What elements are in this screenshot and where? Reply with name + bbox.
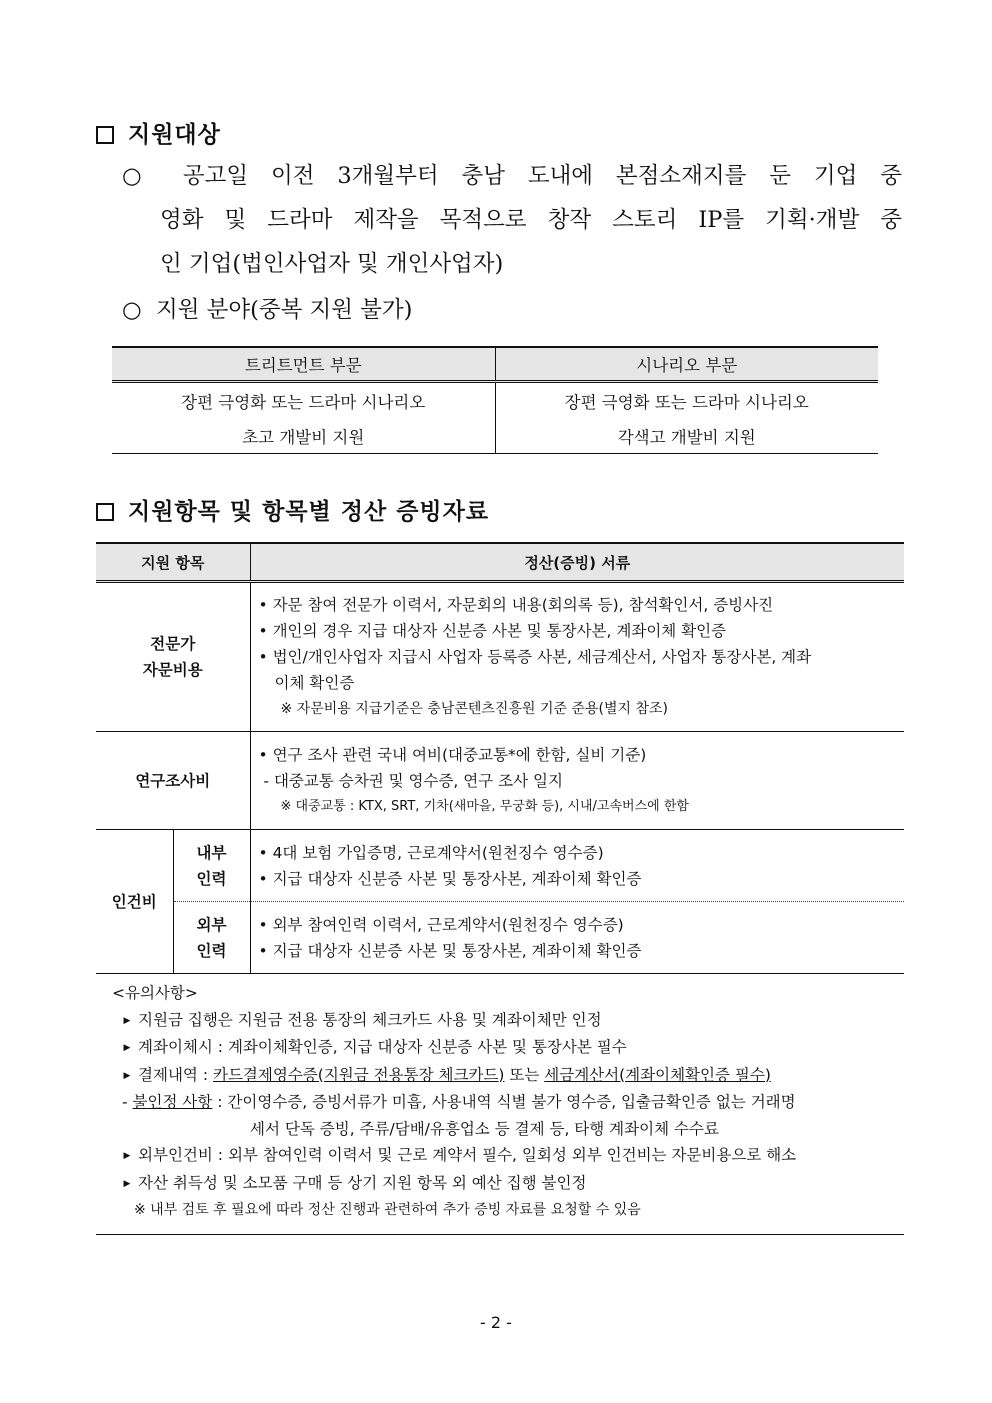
paragraph-word: 도내에 — [527, 163, 594, 189]
table-cell: 장편 극영화 또는 드라마 시나리오 — [112, 382, 495, 419]
table-cell: 각색고 개발비 지원 — [495, 418, 878, 454]
triangle-bullet-icon: ▶ — [123, 1178, 131, 1189]
table-cell: 장편 극영화 또는 드라마 시나리오 — [564, 392, 809, 412]
settlement-evidence-table — [96, 542, 904, 974]
external-personnel-docs — [250, 902, 904, 974]
list-item: • 법인/개인사업자 지급시 사업자 등록증 사본, 세금계산서, 사업자 통장사본, 계좌 — [258, 648, 812, 666]
label-research-fee: 연구조사비 — [96, 732, 250, 830]
paragraph-word: 및 — [224, 207, 247, 233]
table-header-row — [112, 347, 878, 382]
note-text: ※ 대중교통 : KTX, SRT, 기차(새마을, 무궁화 등), 시내/고속버스에 한함 — [280, 798, 689, 814]
circle-bullet-icon: ○ — [122, 297, 142, 323]
list-item: - 대중교통 승차권 및 영수증, 연구 조사 일지 — [258, 771, 563, 790]
section-title-support-items: 지원항목 및 항목별 정산 증빙자료 — [96, 493, 489, 526]
checkbox-square-icon — [96, 126, 114, 144]
paragraph-line-1 — [122, 154, 902, 198]
paragraph-word: 스토리 — [612, 207, 678, 233]
paragraph-word: 영화 — [160, 207, 204, 233]
table-row-research — [96, 732, 904, 830]
note-text: ※ 자문비용 지급기준은 충남콘텐츠진흥원 기준 준용(별지 참조) — [280, 701, 668, 717]
list-item: • 연구 조사 관련 국내 여비(대중교통*에 한함, 실비 기준) — [258, 745, 647, 764]
paragraph-line-2 — [122, 198, 902, 242]
checkbox-square-icon — [96, 503, 114, 521]
table-row-expert — [96, 582, 904, 732]
paragraph-word: 중 — [880, 163, 902, 189]
label-personnel: 인건비 — [96, 830, 173, 974]
note-item: ▶ 자산 취득성 및 소모품 구매 등 상기 지원 항목 외 예산 집행 불인정 — [96, 1170, 904, 1198]
paragraph-word: 충남 — [461, 163, 505, 189]
list-item: • 외부 참여인력 이력서, 근로계약서(원천징수 영수증) — [258, 915, 624, 934]
table-row — [112, 382, 878, 419]
header-support-item: 지원 항목 — [96, 543, 250, 582]
note-item: - 불인정 사항 : 간이영수증, 증빙서류가 미흡, 사용내역 식별 불가 영수증, 입출금확인증 없는 거래명 — [122, 1093, 796, 1111]
list-item: • 4대 보험 가입증명, 근로계약서(원천징수 영수증) — [258, 843, 604, 862]
triangle-bullet-icon: ▶ — [123, 1151, 131, 1161]
expert-fee-docs — [250, 582, 904, 732]
table-header-row — [96, 543, 904, 582]
triangle-bullet-icon: ▶ — [123, 1070, 131, 1081]
support-field-paragraph — [122, 288, 902, 332]
list-item: • 지급 대상자 신분증 사본 및 통장사본, 계좌이체 확인증 — [258, 941, 642, 960]
header-settlement-docs: 정산(증빙) 서류 — [250, 543, 904, 582]
label-external: 외부 인력 — [173, 902, 250, 974]
paragraph-word: IP를 — [698, 207, 745, 233]
table-row — [112, 418, 878, 454]
list-item: 이체 확인증 — [274, 674, 355, 692]
list-item: • 개인의 경우 지급 대상자 신분증 사본 및 통장사본, 계좌이체 확인증 — [258, 622, 727, 640]
paragraph-word: 이전 — [270, 163, 315, 189]
paragraph-word: 드라마 — [267, 207, 333, 233]
note-item: ▶ 계좌이체시 : 계좌이체확인증, 지급 대상자 신분증 사본 및 통장사본 필수 — [96, 1034, 904, 1062]
paragraph-word: 3개월부터 — [337, 163, 439, 189]
paragraph-word: 목적으로 — [439, 207, 527, 233]
paragraph-line-3: 인 기업(법인사업자 및 개인사업자) — [160, 251, 504, 277]
triangle-bullet-icon: ▶ — [123, 1015, 131, 1026]
list-item: • 지급 대상자 신분증 사본 및 통장사본, 계좌이체 확인증 — [258, 869, 642, 888]
table-row-external — [96, 902, 904, 974]
page-number: - 2 - — [480, 1313, 512, 1332]
paragraph-word: 기획·개발 — [765, 207, 860, 233]
table-row-internal — [96, 830, 904, 902]
support-field-text: 지원 분야(중복 지원 불가) — [156, 297, 413, 323]
circle-bullet-icon: ○ — [122, 163, 142, 189]
support-target-paragraph — [122, 154, 902, 286]
triangle-bullet-icon: ▶ — [123, 1043, 131, 1053]
note-remark: ※ 내부 검토 후 필요에 따라 정산 진행과 관련하여 추가 증빙 자료를 요청할 수 있음 — [134, 1202, 641, 1218]
notes-section — [96, 980, 904, 1235]
research-fee-docs — [250, 732, 904, 830]
note-item-continued: 세서 단독 증빙, 주류/담배/유흥업소 등 결제 등, 타행 계좌이체 수수료 — [250, 1119, 719, 1138]
internal-personnel-docs — [250, 830, 904, 902]
table-cell: 초고 개발비 지원 — [112, 418, 495, 454]
note-item: ▶ 외부인건비 : 외부 참여인력 이력서 및 근로 계약서 필수, 일회성 외부 인건비는 자문비용으로 해소 — [96, 1142, 904, 1170]
paragraph-word: 기업 — [813, 163, 858, 189]
paragraph-word: 공고일 — [182, 163, 249, 189]
paragraph-word: 둔 — [769, 163, 791, 189]
notes-heading: <유의사항> — [112, 984, 198, 1002]
paragraph-word: 본점소재지를 — [615, 163, 747, 189]
note-item: ▶ 지원금 집행은 지원금 전용 통장의 체크카드 사용 및 계좌이체만 인정 — [96, 1007, 904, 1035]
paragraph-word: 제작을 — [353, 207, 419, 233]
section-title-support-target: 지원대상 — [96, 116, 221, 149]
header-scenario: 시나리오 부문 — [495, 347, 878, 382]
paragraph-word: 중 — [880, 207, 902, 233]
support-field-table — [112, 346, 878, 454]
label-expert-fee: 전문가 자문비용 — [96, 582, 250, 732]
paragraph-word: 창작 — [547, 207, 592, 233]
list-item: • 자문 참여 전문가 이력서, 자문회의 내용(회의록 등), 참석확인서, 증빙사진 — [258, 596, 774, 614]
note-item: ▶ 결제내역 : 카드결제영수증(지원금 전용통장 체크카드) 또는 세금계산서(계좌이체확인증 필수) — [96, 1062, 904, 1090]
header-treatment: 트리트먼트 부문 — [112, 347, 495, 382]
label-internal: 내부 인력 — [173, 830, 250, 902]
